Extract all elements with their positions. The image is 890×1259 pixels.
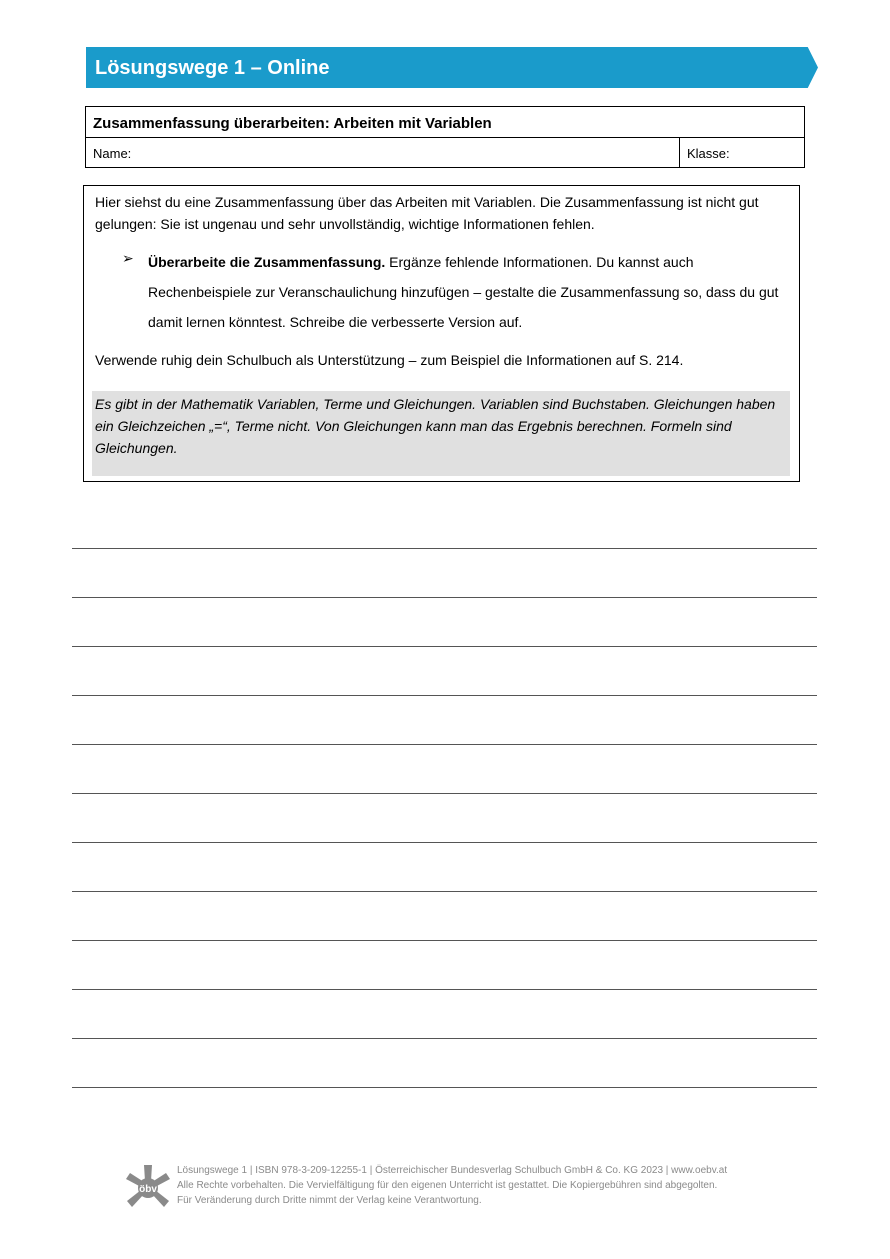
writing-line[interactable] — [72, 989, 817, 990]
class-field-cell — [679, 138, 805, 168]
footer-line-3: Für Veränderung durch Dritte nimmt der Verlag keine Verantwortung. — [177, 1195, 482, 1206]
writing-line[interactable] — [72, 1038, 817, 1039]
footer — [177, 1163, 727, 1208]
worksheet-header-table — [85, 106, 805, 168]
summary-box — [92, 391, 790, 476]
footer-line-1: Lösungswege 1 | ISBN 978-3-209-12255-1 | Österreichischer Bundesverlag Schulbuch GmbH & Co. KG 2023 | www.oebv.at — [177, 1165, 728, 1176]
writing-line[interactable] — [72, 1087, 817, 1088]
task-instruction-bold: Überarbeite die Zusammenfassung. — [148, 254, 386, 270]
writing-line[interactable] — [72, 548, 817, 549]
task-hint: Verwende ruhig dein Schulbuch als Unterstützung – zum Beispiel die Informationen auf S. 214. — [95, 352, 684, 368]
worksheet-title: Zusammenfassung überarbeiten: Arbeiten mit Variablen — [93, 115, 492, 132]
writing-line[interactable] — [72, 793, 817, 794]
oebv-logo-icon — [124, 1163, 172, 1211]
writing-line[interactable] — [72, 597, 817, 598]
writing-line[interactable] — [72, 940, 817, 941]
task-instruction — [148, 247, 782, 337]
writing-line[interactable] — [72, 842, 817, 843]
name-class-row — [86, 137, 804, 168]
banner-title: Lösungswege 1 – Online — [95, 57, 330, 79]
summary-text: Es gibt in der Mathematik Variablen, Terme und Gleichungen. Variablen sind Buchstaben. Gleichungen haben ein Gleichzeichen „=“, Terme nicht. Von Gleichungen kann man das Ergebnis berechnen. Formeln sind Gleichungen. — [95, 396, 776, 456]
footer-line-2: Alle Rechte vorbehalten. Die Vervielfältigung für den eigenen Unterricht ist gestattet. Die Kopiergebühren sind abgegolten. — [177, 1180, 718, 1191]
writing-line[interactable] — [72, 744, 817, 745]
task-instruction-rest: Ergänze fehlende Informationen. Du kannst auch Rechenbeispiele zur Veranschaulichung hinzufügen – gestalte die Zusammenfassung so, dass du gut damit lernen könntest. Schreibe die verbesserte Version auf. — [148, 254, 779, 330]
class-field-label: Klasse: — [687, 146, 730, 161]
writing-line[interactable] — [72, 646, 817, 647]
task-intro: Hier siehst du eine Zusammenfassung über das Arbeiten mit Variablen. Die Zusammenfassung ist nicht gut gelungen: Sie ist ungenau und sehr unvollständig, wichtige Informationen fehlen. — [95, 194, 759, 232]
name-field-label: Name: — [93, 146, 132, 161]
writing-line[interactable] — [72, 695, 817, 696]
arrow-bullet-icon: ➢ — [122, 250, 134, 266]
logo-text: öbv — [139, 1184, 157, 1195]
writing-line[interactable] — [72, 891, 817, 892]
task-box — [83, 185, 800, 482]
